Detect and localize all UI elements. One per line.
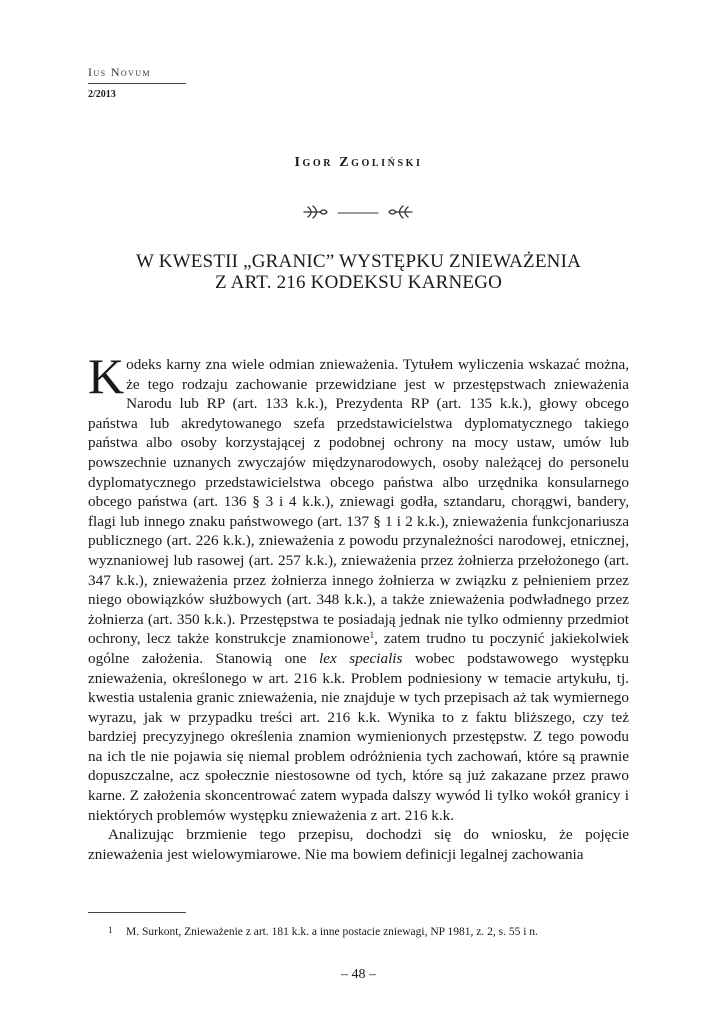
footnote-rule — [88, 912, 186, 913]
paragraph-1-text-a: odeks karny zna wiele odmian znieważenia. Tytułem wyliczenia wskazać można, że tego rodzaju zachowanie przewidziane jest w przestępstwach znieważenia Narodu lub RP (art. 133 k.k.), Prezydenta RP (art. 135 k.k.), głowy obcego państwa lub akredytowanego szefa przedstawicielstwa dyplomatycznego takiego państwa albo osoby korzystającej z podobnej ochrony na mocy ustaw, umów lub powszechnie uznanych zwyczajów międzynarodowych, osoby należącej do personelu dyplomatycznego przedstawicielstwa obcego państwa albo urzędnika konsularnego obcego państwa (art. 136 § 3 i 4 k.k.), zniewagi godła, sztandaru, chorągwi, bandery, flagi lub innego znaku państwowego (art. 137 § 1 i 2 k.k.), znieważenia funkcjonariusza publicznego (art. 226 k.k.), znieważenia z powodu przynależności narodowej, etnicznej, wyznaniowej lub rasowej (art. 257 k.k.), znieważenia przez żołnierza przełożonego (art. 347 k.k.), znieważenia przez żołnierza innego żołnierza w związku z pełnieniem przez niego obowiązków służbowych (art. 348 k.k.), a także znieważenia podwładnego przez żołnierza (art. 350 k.k.). Przestępstwa te posiadają jednak nie tylko odmienny przedmiot ochrony, lecz także konstrukcje znamionowe — [88, 356, 629, 648]
paragraph-1-text-c: wobec podstawowego występku znieważenia, określonego w art. 216 k.k. Problem podniesiony w temacie artykułu, tj. kwestia ustalenia granic znieważenia, nie znajduje w tych przepisach aż tak wymiernego wyrazu, jak w przypadku treści art. 216 k.k. Wynika to z faktu bliższego, czy też bardziej precyzyjnego określenia znamion wymienionych przestępstw. Z tego powodu na ich tle nie pojawia się niemal problem odróżnienia tych zachowań, które są prawnie dopuszczalne, acz społecznie niestosowne od tych, które są już zakazane przez prawo karne. Z założenia skoncentrować zatem wypada dalszy wywód li tylko wokół granicy i niektórych problemów występku znieważenia z art. 216 k.k. — [88, 649, 629, 824]
article-body — [88, 348, 630, 864]
issue-number: 2/2013 — [88, 89, 116, 100]
paragraph-1 — [88, 348, 630, 825]
running-head — [88, 64, 186, 101]
paragraph-1-text-b: , zatem trudno tu poczynić jakiekolwiek ogólne założenia. Stanowią one — [88, 630, 630, 667]
journal-name: Ius Novum — [88, 65, 151, 79]
author-name: Igor Zgoliński — [294, 155, 423, 170]
title-line-1: W KWESTII „GRANIC” WYSTĘPKU ZNIEWAŻENIA — [135, 251, 582, 272]
paragraph-2: Analizując brzmienie tego przepisu, dochodzi się do wniosku, że pojęcie znieważenia jest wielowymiarowe. Nie ma bowiem definicji legalnej zachowania — [88, 826, 629, 863]
footnote-text: M. Surkont, Znieważenie z art. 181 k.k. a inne postacie zniewagi, NP 1981, z. 2, s. 55 i n. — [126, 926, 538, 938]
article-title — [60, 251, 657, 293]
footnote — [110, 925, 630, 939]
drop-cap: K — [88, 348, 125, 404]
title-line-2: Z ART. 216 KODEKSU KARNEGO — [214, 272, 503, 293]
footnote-mark: 1 — [108, 925, 113, 935]
page-number: – 48 – — [341, 967, 376, 982]
fleuron-ornament-icon — [298, 203, 418, 221]
header-rule — [88, 83, 186, 84]
footnote-ref[interactable]: 1 — [369, 630, 375, 641]
italic-term: lex specialis — [319, 649, 403, 667]
